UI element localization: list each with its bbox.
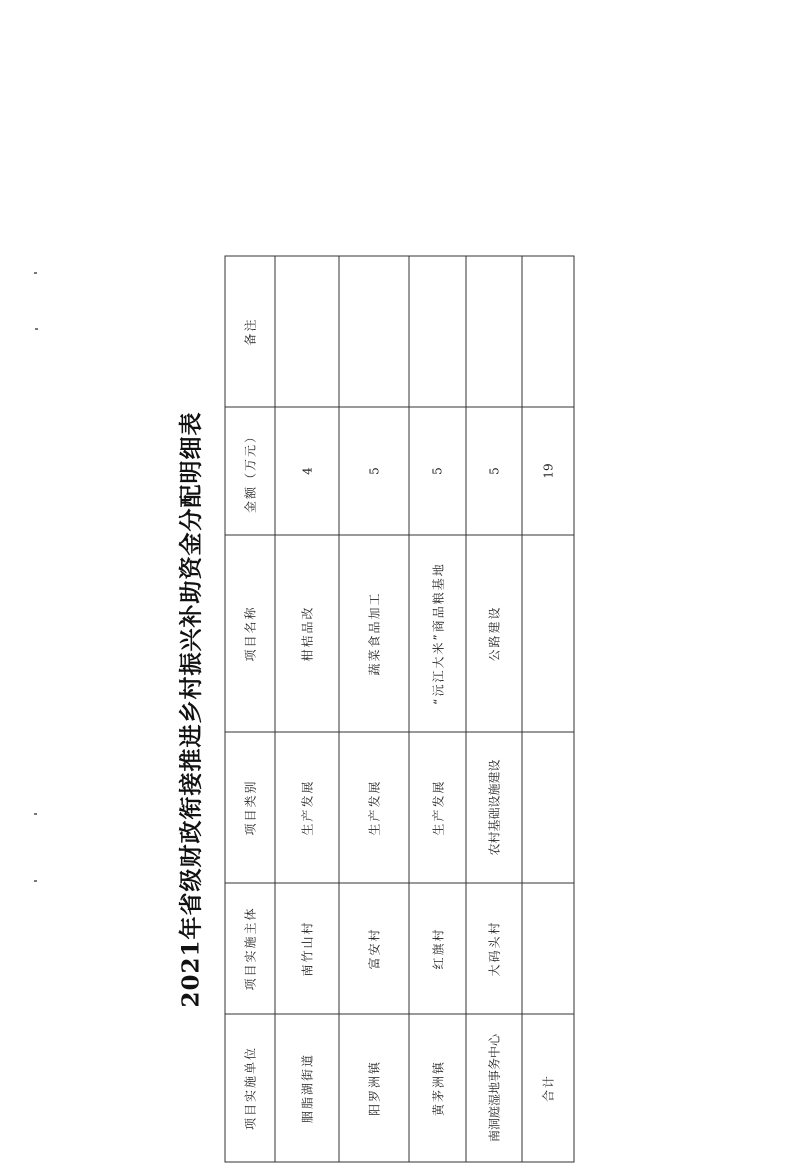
cell-amount: 5 [339, 407, 409, 535]
header-row [225, 256, 275, 1162]
cell-unit: 南洞庭湿地事务中心 [466, 1014, 522, 1162]
scan-speck [34, 880, 37, 882]
cell-unit: 黄茅洲镇 [409, 1014, 466, 1162]
table-row [275, 256, 339, 1162]
scan-speck [34, 272, 37, 274]
cell-subject: 大码头村 [466, 883, 522, 1014]
scan-speck [34, 813, 37, 815]
cell-amount: 5 [466, 407, 522, 535]
cell-empty [522, 535, 574, 732]
header-note: 备注 [225, 256, 275, 407]
cell-name: “沅江大米”商品粮基地 [409, 535, 466, 732]
cell-note [339, 256, 409, 407]
cell-empty [522, 732, 574, 883]
scan-speck [35, 328, 38, 330]
cell-note [409, 256, 466, 407]
header-unit: 项目实施单位 [225, 1014, 275, 1162]
cell-empty [522, 883, 574, 1014]
table-row [466, 256, 522, 1162]
cell-category: 生产发展 [409, 732, 466, 883]
cell-unit: 胭脂湖街道 [275, 1014, 339, 1162]
cell-name: 公路建设 [466, 535, 522, 732]
cell-unit: 阳罗洲镇 [339, 1014, 409, 1162]
table-row [339, 256, 409, 1162]
cell-category: 农村基础设施建设 [466, 732, 522, 883]
header-category: 项目类别 [225, 732, 275, 883]
cell-amount: 4 [275, 407, 339, 535]
cell-empty [522, 256, 574, 407]
cell-subject: 红旗村 [409, 883, 466, 1014]
cell-name: 蔬菜食品加工 [339, 535, 409, 732]
cell-subject: 富安村 [339, 883, 409, 1014]
header-name: 项目名称 [225, 535, 275, 732]
cell-note [275, 256, 339, 407]
rotated-sheet [159, 257, 556, 1163]
total-amount: 19 [522, 407, 574, 535]
allocation-table [225, 256, 575, 1163]
cell-amount: 5 [409, 407, 466, 535]
total-label: 合计 [522, 1014, 574, 1162]
cell-category: 生产发展 [339, 732, 409, 883]
total-row [522, 256, 574, 1162]
cell-note [466, 256, 522, 407]
cell-category: 生产发展 [275, 732, 339, 883]
table-row [409, 256, 466, 1162]
cell-subject: 南竹山村 [275, 883, 339, 1014]
document-title: 2021年省级财政衔接推进乡村振兴补助资金分配明细表 [177, 411, 205, 1008]
header-amount: 金额（万元） [225, 407, 275, 535]
cell-name: 柑桔品改 [275, 535, 339, 732]
header-subject: 项目实施主体 [225, 883, 275, 1014]
